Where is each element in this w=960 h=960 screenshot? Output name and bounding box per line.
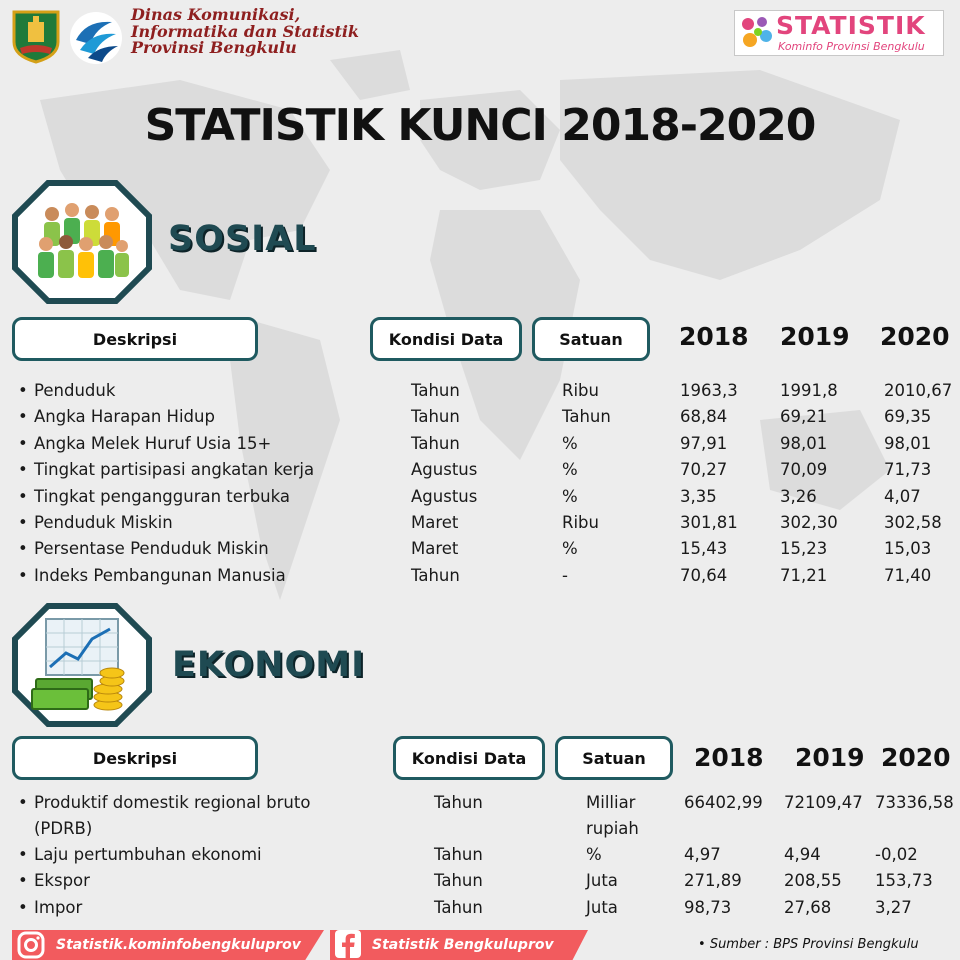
table-row <box>0 895 960 921</box>
row-value-2018: 70,27 <box>680 460 728 480</box>
ekonomi-header-satuan: Satuan <box>555 736 673 780</box>
row-kondisi: Tahun <box>434 871 483 891</box>
row-satuan: Tahun <box>562 407 611 427</box>
row-value-2018: 15,43 <box>680 539 728 559</box>
row-description: Angka Melek Huruf Usia 15+ <box>34 433 272 453</box>
ekonomi-section-title: EKONOMI <box>172 645 366 685</box>
row-value-2018: 301,81 <box>680 513 738 532</box>
page-title: STATISTIK KUNCI 2018-2020 <box>144 100 816 151</box>
row-value-2019: 208,55 <box>784 871 842 891</box>
row-kondisi: Agustus <box>411 486 478 506</box>
row-description: Angka Harapan Hidup <box>34 407 215 427</box>
row-value-2019: 1991,8 <box>780 381 838 400</box>
row-kondisi: Tahun <box>411 381 460 400</box>
row-value-2020: 4,07 <box>884 486 921 506</box>
sosial-header-kondisi: Kondisi Data <box>370 317 522 361</box>
bullet-icon: • <box>18 460 28 480</box>
row-value-2019: 72109,47 <box>784 793 863 812</box>
source-note: • Sumber : BPS Provinsi Bengkulu <box>698 937 919 952</box>
row-description: Penduduk <box>34 381 116 400</box>
row-value-2019: 3,26 <box>780 486 817 506</box>
sosial-section-title: SOSIAL <box>168 219 317 259</box>
kominfo-logo-icon <box>68 10 124 66</box>
row-value-2018: 66402,99 <box>684 793 763 812</box>
row-value-2020: 2010,67 <box>884 381 953 400</box>
brand-title: STATISTIK <box>776 11 926 40</box>
table-row <box>0 510 960 536</box>
row-value-2018: 4,97 <box>684 845 721 864</box>
row-kondisi: Agustus <box>411 460 478 480</box>
row-kondisi: Tahun <box>434 845 483 864</box>
row-kondisi: Tahun <box>411 433 460 453</box>
row-satuan: % <box>562 460 578 480</box>
row-description: Tingkat partisipasi angkatan kerja <box>34 460 315 480</box>
table-row <box>0 404 960 430</box>
row-kondisi: Maret <box>411 513 459 532</box>
table-row <box>0 563 960 589</box>
sosial-header-year-2019: 2019 <box>780 322 850 351</box>
table-row <box>0 431 960 457</box>
row-kondisi: Maret <box>411 539 459 559</box>
row-satuan: - <box>562 565 568 585</box>
row-value-2020: 3,27 <box>875 897 912 917</box>
sosial-header-deskripsi: Deskripsi <box>12 317 258 361</box>
instagram-icon[interactable] <box>16 930 46 960</box>
row-value-2018: 271,89 <box>684 871 742 891</box>
ekonomi-header-year-2019: 2019 <box>795 743 865 772</box>
row-value-2018: 68,84 <box>680 407 728 427</box>
ekonomi-header-kondisi: Kondisi Data <box>393 736 545 780</box>
row-description: Laju pertumbuhan ekonomi <box>34 845 262 864</box>
row-value-2020: 71,40 <box>884 565 932 585</box>
row-value-2019: 4,94 <box>784 845 821 864</box>
row-value-2018: 98,73 <box>684 897 732 917</box>
row-satuan: % <box>562 539 578 559</box>
instagram-handle[interactable]: Statistik.kominfobengkuluprov <box>56 937 301 953</box>
sosial-header-year-2020: 2020 <box>880 322 950 351</box>
ekonomi-header-year-2020: 2020 <box>881 743 951 772</box>
brand-subtitle: Kominfo Provinsi Bengkulu <box>778 40 925 53</box>
bullet-icon: • <box>18 845 28 864</box>
ekonomi-header-deskripsi: Deskripsi <box>12 736 258 780</box>
row-value-2020: 15,03 <box>884 539 932 559</box>
row-satuan-continued: rupiah <box>586 819 639 838</box>
row-value-2018: 97,91 <box>680 433 728 453</box>
row-kondisi: Tahun <box>434 897 483 917</box>
row-value-2019: 71,21 <box>780 565 828 585</box>
row-kondisi: Tahun <box>411 565 460 585</box>
row-value-2018: 1963,3 <box>680 381 738 400</box>
row-kondisi: Tahun <box>434 793 483 812</box>
economy-chart-money-icon <box>12 603 152 727</box>
row-satuan: % <box>562 486 578 506</box>
table-row <box>0 484 960 510</box>
sosial-header-satuan: Satuan <box>532 317 650 361</box>
bullet-icon: • <box>18 565 28 585</box>
bullet-icon: • <box>18 513 28 532</box>
ekonomi-header-year-2018: 2018 <box>694 743 764 772</box>
facebook-handle[interactable]: Statistik Bengkuluprov <box>372 937 554 953</box>
row-description: Impor <box>34 897 83 917</box>
row-value-2019: 69,21 <box>780 407 828 427</box>
row-value-2019: 70,09 <box>780 460 828 480</box>
row-value-2019: 98,01 <box>780 433 828 453</box>
organization-name <box>131 7 361 57</box>
row-value-2020: 69,35 <box>884 407 932 427</box>
row-value-2019: 15,23 <box>780 539 828 559</box>
row-satuan: Ribu <box>562 381 599 400</box>
row-satuan: Juta <box>586 871 618 891</box>
social-people-icon <box>12 180 152 304</box>
statistik-logo-icon <box>738 14 774 52</box>
table-row <box>0 536 960 562</box>
row-satuan: Juta <box>586 897 618 917</box>
row-description: Indeks Pembangunan Manusia <box>34 565 286 585</box>
row-kondisi: Tahun <box>411 407 460 427</box>
table-row <box>0 868 960 894</box>
row-value-2020: 98,01 <box>884 433 932 453</box>
row-value-2020: 153,73 <box>875 871 933 891</box>
row-value-2019: 27,68 <box>784 897 832 917</box>
org-name-line-3: Provinsi Bengkulu <box>131 38 297 57</box>
row-satuan: Ribu <box>562 513 599 532</box>
bullet-icon: • <box>18 433 28 453</box>
table-row <box>0 457 960 483</box>
row-value-2018: 70,64 <box>680 565 728 585</box>
table-row <box>0 378 960 404</box>
row-value-2020: 302,58 <box>884 513 942 532</box>
bullet-icon: • <box>18 407 28 427</box>
row-description: Persentase Penduduk Miskin <box>34 539 269 559</box>
org-name-line-2: Informatika dan Statistik <box>131 21 359 41</box>
row-value-2020: 73336,58 <box>875 793 954 812</box>
facebook-icon[interactable] <box>333 928 363 960</box>
row-satuan: Milliar <box>586 793 636 812</box>
bullet-icon: • <box>18 897 28 917</box>
bullet-icon: • <box>18 539 28 559</box>
row-value-2020: -0,02 <box>875 845 918 864</box>
row-satuan: % <box>562 433 578 453</box>
row-satuan: % <box>586 845 602 864</box>
row-description: Produktif domestik regional bruto <box>34 793 311 812</box>
bullet-icon: • <box>18 871 28 891</box>
row-description: Tingkat pengangguran terbuka <box>34 486 291 506</box>
row-value-2018: 3,35 <box>680 486 717 506</box>
bullet-icon: • <box>18 381 28 400</box>
org-name-line-1: Dinas Komunikasi, <box>131 5 301 24</box>
provincial-emblem-icon <box>10 8 62 64</box>
row-value-2019: 302,30 <box>780 513 838 532</box>
row-description-continued: (PDRB) <box>34 819 93 838</box>
bullet-icon: • <box>18 793 28 812</box>
row-description: Ekspor <box>34 871 90 891</box>
bullet-icon: • <box>18 486 28 506</box>
row-value-2020: 71,73 <box>884 460 932 480</box>
table-row <box>0 842 960 868</box>
source-text: Sumber : BPS Provinsi Bengkulu <box>709 937 919 952</box>
table-row <box>0 790 960 842</box>
sosial-header-year-2018: 2018 <box>679 322 749 351</box>
row-description: Penduduk Miskin <box>34 513 173 532</box>
